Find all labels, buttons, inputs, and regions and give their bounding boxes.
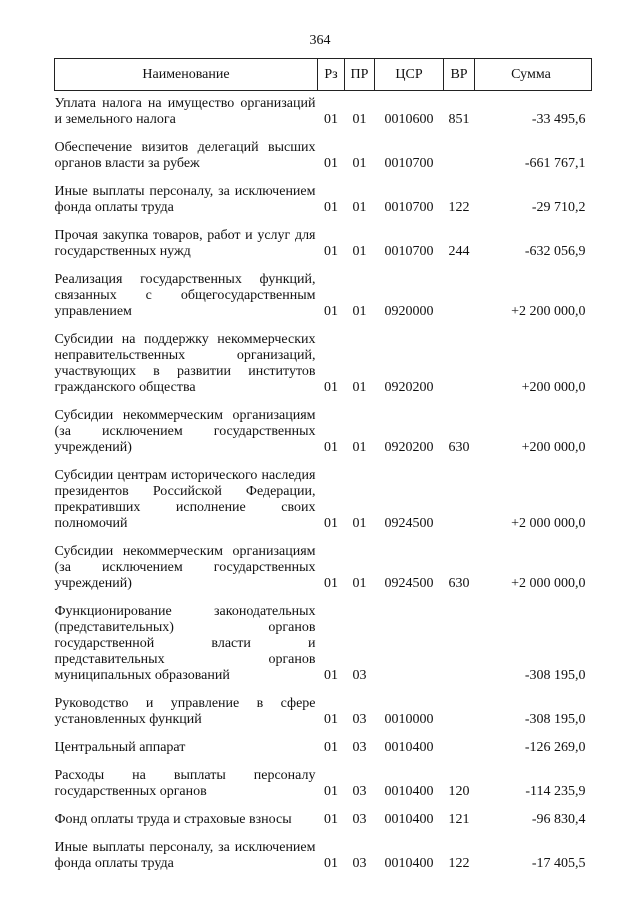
header-name: Наименование xyxy=(55,59,318,91)
header-csr: ЦСР xyxy=(375,59,444,91)
cell-vr: 121 xyxy=(448,812,470,827)
cell-name: Реализация государственных функций, связанных с общегосударственным управлением xyxy=(54,272,316,319)
cell-vr xyxy=(444,262,475,322)
cell-csr: 0924500 xyxy=(384,516,434,531)
cell-pr: 03 xyxy=(352,856,367,871)
cell-name: Функционирование законодательных (представительных) органов государственной власти и представительных органов муниципальных образований xyxy=(54,604,316,683)
cell-name: Субсидии центрам исторического наследия президентов Российской Федерации, прекративших исполнение своих полномочий xyxy=(54,468,316,531)
cell-csr: 0920000 xyxy=(384,304,434,319)
cell-rz: 01 xyxy=(324,156,338,171)
table-row xyxy=(55,686,592,730)
header-sum: Сумма xyxy=(475,59,592,91)
cell-rz: 01 xyxy=(324,812,338,827)
table-row xyxy=(55,802,592,830)
cell-pr: 03 xyxy=(352,784,367,799)
cell-pr: 03 xyxy=(352,740,367,755)
table-row xyxy=(55,830,592,874)
cell-rz: 01 xyxy=(324,856,338,871)
table-header xyxy=(55,59,592,91)
cell-csr: 0924500 xyxy=(384,576,434,591)
table-row xyxy=(55,322,592,398)
cell-vr xyxy=(444,458,475,534)
cell-csr: 0010600 xyxy=(384,112,434,127)
cell-vr: 630 xyxy=(448,440,470,455)
cell-pr: 01 xyxy=(352,156,367,171)
cell-name: Иные выплаты персоналу, за исключением фонда оплаты труда xyxy=(54,184,316,215)
cell-pr: 01 xyxy=(352,112,367,127)
header-pr: ПР xyxy=(345,59,375,91)
table-row xyxy=(55,174,592,218)
cell-sum: -308 195,0 xyxy=(524,712,586,727)
cell-name: Субсидии на поддержку некоммерческих неправительственных организаций, участвующих в развитии институтов гражданского общества xyxy=(54,332,316,395)
cell-pr: 03 xyxy=(352,668,367,683)
cell-csr: 0010400 xyxy=(384,740,434,755)
cell-sum: -17 405,5 xyxy=(531,856,586,871)
cell-vr xyxy=(444,730,475,758)
cell-vr xyxy=(444,130,475,174)
table-row xyxy=(55,398,592,458)
cell-csr: 0010700 xyxy=(384,156,434,171)
cell-vr xyxy=(444,686,475,730)
cell-csr: 0010000 xyxy=(384,712,434,727)
header-rz: Рз xyxy=(318,59,345,91)
cell-sum: -33 495,6 xyxy=(531,112,586,127)
cell-name: Прочая закупка товаров, работ и услуг для государственных нужд xyxy=(54,228,316,259)
cell-pr: 01 xyxy=(352,380,367,395)
cell-pr: 03 xyxy=(352,712,367,727)
table-row xyxy=(55,91,592,131)
cell-name: Фонд оплаты труда и страховые взносы xyxy=(54,812,292,827)
cell-vr: 244 xyxy=(448,244,470,259)
page-number: 364 xyxy=(309,33,331,48)
cell-rz: 01 xyxy=(324,784,338,799)
table-row xyxy=(55,758,592,802)
cell-name: Руководство и управление в сфере установленных функций xyxy=(54,696,316,727)
cell-name: Центральный аппарат xyxy=(54,740,186,755)
cell-name: Уплата налога на имущество организаций и земельного налога xyxy=(54,96,316,127)
cell-rz: 01 xyxy=(324,576,338,591)
cell-name: Иные выплаты персоналу, за исключением фонда оплаты труда xyxy=(54,840,316,871)
budget-table xyxy=(54,58,592,874)
cell-rz: 01 xyxy=(324,516,338,531)
table-row xyxy=(55,594,592,686)
cell-vr: 122 xyxy=(448,200,470,215)
cell-csr xyxy=(375,594,444,686)
table-row xyxy=(55,458,592,534)
cell-vr: 630 xyxy=(448,576,470,591)
cell-sum: +2 000 000,0 xyxy=(511,576,586,591)
cell-sum: -114 235,9 xyxy=(525,784,586,799)
table-body xyxy=(55,91,592,875)
cell-rz: 01 xyxy=(324,200,338,215)
cell-rz: 01 xyxy=(324,740,338,755)
cell-sum: -126 269,0 xyxy=(524,740,586,755)
cell-name: Обеспечение визитов делегаций высших органов власти за рубеж xyxy=(54,140,316,171)
table-row xyxy=(55,534,592,594)
cell-rz: 01 xyxy=(324,668,338,683)
cell-sum: -632 056,9 xyxy=(524,244,586,259)
cell-sum: +2 200 000,0 xyxy=(511,304,586,319)
cell-name: Расходы на выплаты персоналу государственных органов xyxy=(54,768,316,799)
cell-pr: 01 xyxy=(352,440,367,455)
cell-rz: 01 xyxy=(324,244,338,259)
table-row xyxy=(55,218,592,262)
cell-csr: 0010700 xyxy=(384,244,434,259)
cell-vr xyxy=(444,322,475,398)
cell-name: Субсидии некоммерческим организациям (за исключением государственных учреждений) xyxy=(54,544,316,591)
cell-sum: +200 000,0 xyxy=(521,380,586,395)
cell-pr: 03 xyxy=(352,812,367,827)
cell-sum: -308 195,0 xyxy=(524,668,586,683)
header-vr: ВР xyxy=(444,59,475,91)
cell-vr: 122 xyxy=(448,856,470,871)
cell-csr: 0010400 xyxy=(384,784,434,799)
cell-name: Субсидии некоммерческим организациям (за исключением государственных учреждений) xyxy=(54,408,316,455)
cell-sum: -661 767,1 xyxy=(524,156,586,171)
cell-vr: 120 xyxy=(448,784,470,799)
cell-sum: -96 830,4 xyxy=(531,812,586,827)
cell-rz: 01 xyxy=(324,304,338,319)
table-row xyxy=(55,262,592,322)
cell-vr xyxy=(444,594,475,686)
cell-pr: 01 xyxy=(352,200,367,215)
cell-sum: +2 000 000,0 xyxy=(511,516,586,531)
cell-vr: 851 xyxy=(448,112,470,127)
cell-csr: 0920200 xyxy=(384,380,434,395)
cell-pr: 01 xyxy=(352,516,367,531)
cell-csr: 0010400 xyxy=(384,856,434,871)
cell-rz: 01 xyxy=(324,112,338,127)
cell-rz: 01 xyxy=(324,380,338,395)
cell-pr: 01 xyxy=(352,244,367,259)
cell-sum: +200 000,0 xyxy=(521,440,586,455)
cell-pr: 01 xyxy=(352,304,367,319)
cell-csr: 0920200 xyxy=(384,440,434,455)
cell-rz: 01 xyxy=(324,440,338,455)
cell-pr: 01 xyxy=(352,576,367,591)
table-row xyxy=(55,730,592,758)
cell-csr: 0010400 xyxy=(384,812,434,827)
cell-csr: 0010700 xyxy=(384,200,434,215)
cell-sum: -29 710,2 xyxy=(531,200,586,215)
table-row xyxy=(55,130,592,174)
cell-rz: 01 xyxy=(324,712,338,727)
